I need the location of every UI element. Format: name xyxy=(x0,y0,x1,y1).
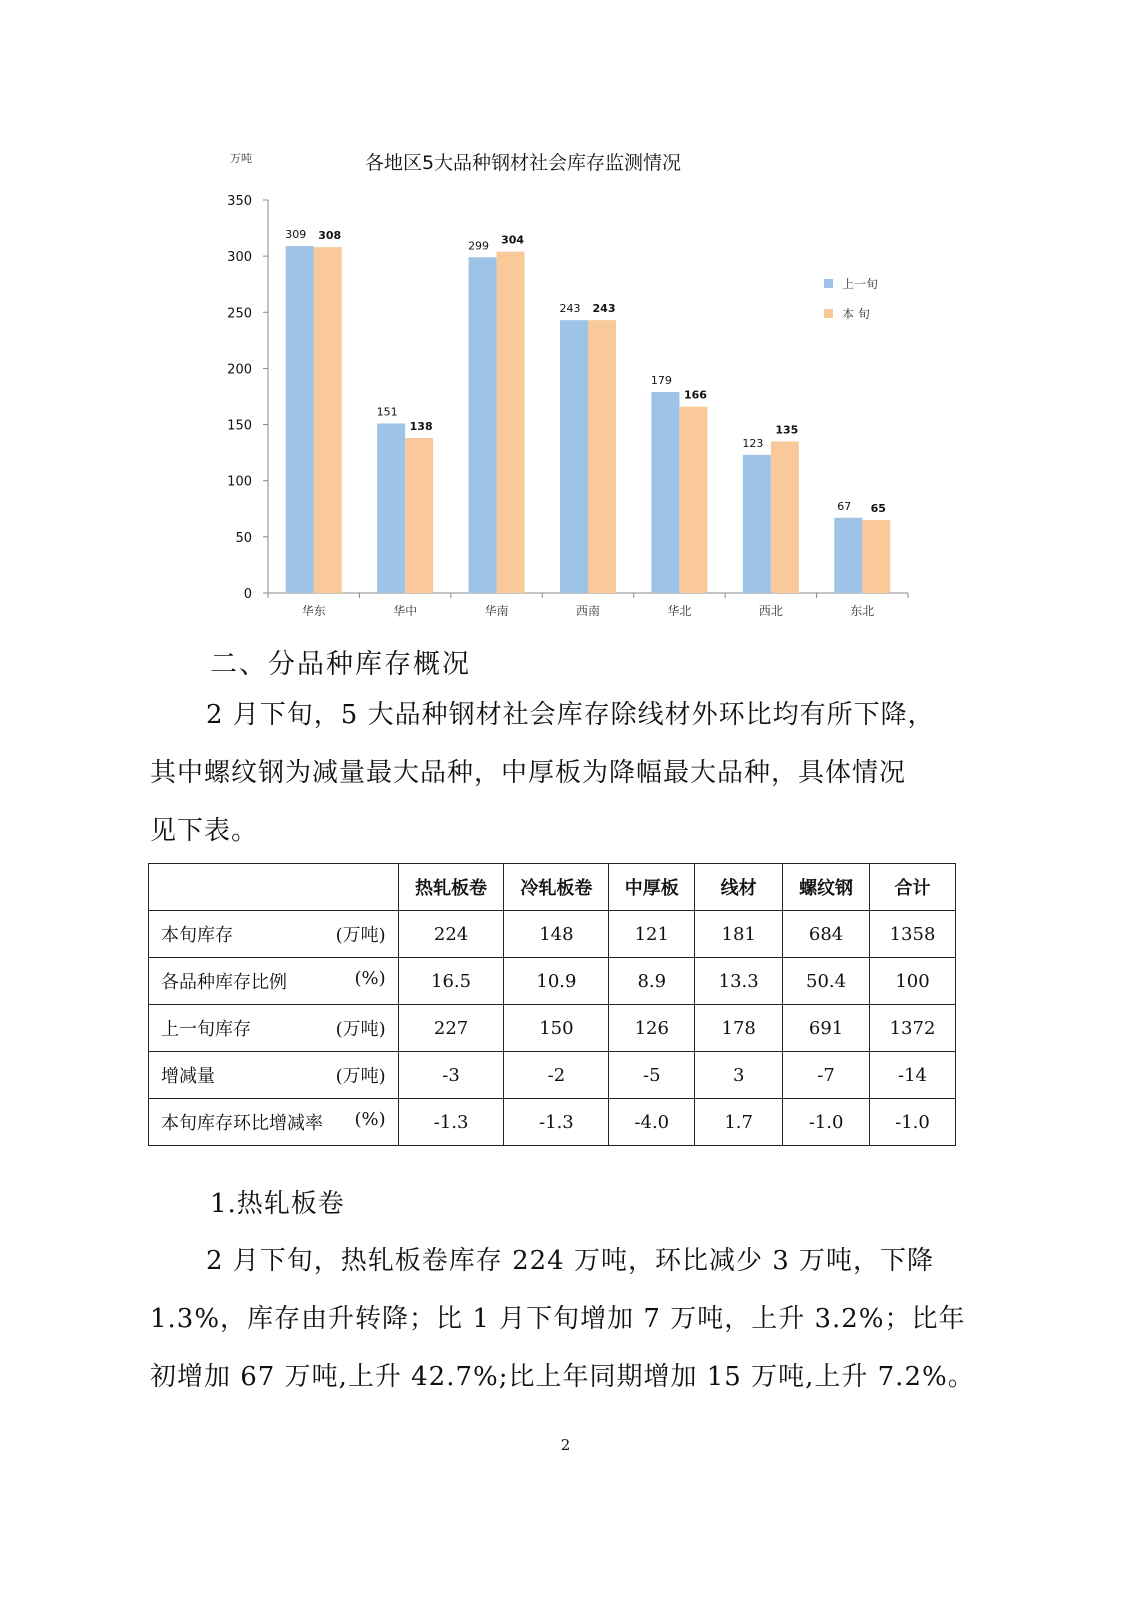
table-cell: -14 xyxy=(870,1052,956,1099)
table-row xyxy=(149,911,956,958)
table-cell: 1.7 xyxy=(695,1099,783,1146)
table-cell: -2 xyxy=(504,1052,609,1099)
data-label-previous: 309 xyxy=(285,228,307,242)
row-unit: (万吨) xyxy=(335,1019,386,1040)
row-unit: (%) xyxy=(354,968,386,989)
bar-previous xyxy=(286,246,314,593)
table-cell: 126 xyxy=(609,1005,695,1052)
y-tick-label: 250 xyxy=(227,306,252,322)
legend-label: 上一旬 xyxy=(842,277,879,291)
data-label-previous: 299 xyxy=(468,239,490,253)
table-cell: 684 xyxy=(783,911,870,958)
table-cell: 121 xyxy=(609,911,695,958)
table-header-row xyxy=(149,864,956,911)
table-cell: 1372 xyxy=(870,1005,956,1052)
data-label-current: 308 xyxy=(318,229,342,243)
table-cell: 10.9 xyxy=(504,958,609,1005)
table-cell: 691 xyxy=(783,1005,870,1052)
x-tick-label: 华中 xyxy=(393,604,418,618)
data-label-current: 166 xyxy=(683,388,707,402)
table-cell: 13.3 xyxy=(695,958,783,1005)
bar-current xyxy=(588,320,616,593)
legend-label: 本 旬 xyxy=(842,307,870,321)
paragraph-line: 2 月下旬，热轧板卷库存 224 万吨，环比减少 3 万吨，下降 xyxy=(206,1246,935,1276)
bar-current xyxy=(862,520,890,593)
row-header xyxy=(149,911,399,958)
page-number: 2 xyxy=(560,1436,571,1454)
table-cell: -1.3 xyxy=(504,1099,609,1146)
row-label: 本旬库存 xyxy=(161,925,233,946)
data-label-current: 65 xyxy=(870,502,886,516)
data-label-previous: 179 xyxy=(650,374,672,388)
data-label-previous: 123 xyxy=(742,436,764,450)
row-header xyxy=(149,1005,399,1052)
paragraph-line: 1.3%，库存由升转降；比 1 月下旬增加 7 万吨，上升 3.2%；比年 xyxy=(150,1304,966,1334)
y-axis-unit: 万吨 xyxy=(230,152,252,165)
x-tick-label: 东北 xyxy=(850,604,875,618)
table-cell: 150 xyxy=(504,1005,609,1052)
intro-line: 2 月下旬，5 大品种钢材社会库存除线材外环比均有所下降， xyxy=(206,700,935,730)
table-cell: 50.4 xyxy=(783,958,870,1005)
column-header: 线材 xyxy=(695,864,783,911)
table-cell: 224 xyxy=(398,911,504,958)
bar-previous xyxy=(469,257,497,593)
row-header xyxy=(149,1052,399,1099)
table-row xyxy=(149,1099,956,1146)
data-label-previous: 151 xyxy=(376,405,398,419)
row-label: 增减量 xyxy=(161,1066,215,1087)
table-cell: -1.0 xyxy=(783,1099,870,1146)
data-label-current: 135 xyxy=(775,423,799,437)
chart-title: 各地区5大品种钢材社会库存监测情况 xyxy=(364,152,682,174)
bar-current xyxy=(771,441,799,593)
data-label-previous: 67 xyxy=(837,499,852,513)
table-row xyxy=(149,1005,956,1052)
table-cell: -1.3 xyxy=(398,1099,504,1146)
y-tick-label: 100 xyxy=(227,474,252,490)
data-label-current: 138 xyxy=(409,420,433,434)
row-unit: (万吨) xyxy=(335,925,386,946)
column-header: 冷轧板卷 xyxy=(504,864,609,911)
table-cell: 100 xyxy=(870,958,956,1005)
bar-previous xyxy=(560,320,588,593)
legend-swatch xyxy=(824,279,833,288)
table-row xyxy=(149,1052,956,1099)
x-tick-label: 华南 xyxy=(484,604,509,618)
inventory-bar-chart xyxy=(0,0,1131,630)
row-unit: (%) xyxy=(354,1109,386,1130)
row-label: 本旬库存环比增减率 xyxy=(161,1113,323,1134)
table-cell: -5 xyxy=(609,1052,695,1099)
x-tick-label: 华东 xyxy=(301,604,326,618)
bar-current xyxy=(679,407,707,593)
bar-previous xyxy=(377,423,405,593)
intro-line: 其中螺纹钢为减量最大品种，中厚板为降幅最大品种，具体情况 xyxy=(150,758,907,788)
row-header xyxy=(149,1099,399,1146)
bar-previous xyxy=(834,518,862,593)
bar-current xyxy=(314,247,342,593)
bar-previous xyxy=(651,392,679,593)
bar-current xyxy=(405,438,433,593)
table-cell: -4.0 xyxy=(609,1099,695,1146)
paragraph-line: 初增加 67 万吨,上升 42.7%;比上年同期增加 15 万吨,上升 7.2%。 xyxy=(150,1362,975,1392)
table-cell: 16.5 xyxy=(398,958,504,1005)
row-header xyxy=(149,958,399,1005)
table-cell: 1358 xyxy=(870,911,956,958)
hot-rolled-paragraph xyxy=(150,1232,990,1406)
y-tick-label: 200 xyxy=(227,362,252,378)
x-tick-label: 华北 xyxy=(667,604,692,618)
section-heading: 二、分品种库存概况 xyxy=(210,649,471,680)
intro-paragraph xyxy=(150,686,990,860)
x-tick-label: 西南 xyxy=(575,604,601,618)
bar-current xyxy=(497,252,525,593)
table-cell: 3 xyxy=(695,1052,783,1099)
table-cell: 8.9 xyxy=(609,958,695,1005)
y-tick-label: 50 xyxy=(235,530,252,546)
data-label-current: 304 xyxy=(501,233,525,247)
table-cell: 148 xyxy=(504,911,609,958)
column-header: 合计 xyxy=(870,864,956,911)
legend-swatch xyxy=(824,309,833,318)
table-cell: -7 xyxy=(783,1052,870,1099)
column-header: 中厚板 xyxy=(609,864,695,911)
x-tick-label: 西北 xyxy=(758,604,783,618)
table-cell: 181 xyxy=(695,911,783,958)
table-corner-cell xyxy=(149,864,399,911)
subsection-heading: 1.热轧板卷 xyxy=(210,1189,345,1219)
row-label: 各品种库存比例 xyxy=(161,972,287,993)
table-row xyxy=(149,958,956,1005)
column-header: 热轧板卷 xyxy=(398,864,504,911)
row-label: 上一旬库存 xyxy=(161,1019,251,1040)
bar-previous xyxy=(743,455,771,593)
row-unit: (万吨) xyxy=(335,1066,386,1087)
table-cell: -1.0 xyxy=(870,1099,956,1146)
y-tick-label: 0 xyxy=(243,587,252,602)
y-tick-label: 350 xyxy=(227,194,252,209)
y-tick-label: 300 xyxy=(227,250,252,266)
column-header: 螺纹钢 xyxy=(783,864,870,911)
table-cell: 178 xyxy=(695,1005,783,1052)
table-cell: 227 xyxy=(398,1005,504,1052)
intro-line: 见下表。 xyxy=(150,816,259,846)
variety-inventory-table xyxy=(148,863,956,1146)
data-label-current: 243 xyxy=(592,302,616,316)
data-label-previous: 243 xyxy=(559,302,581,316)
table-cell: -3 xyxy=(398,1052,504,1099)
y-tick-label: 150 xyxy=(227,418,252,434)
